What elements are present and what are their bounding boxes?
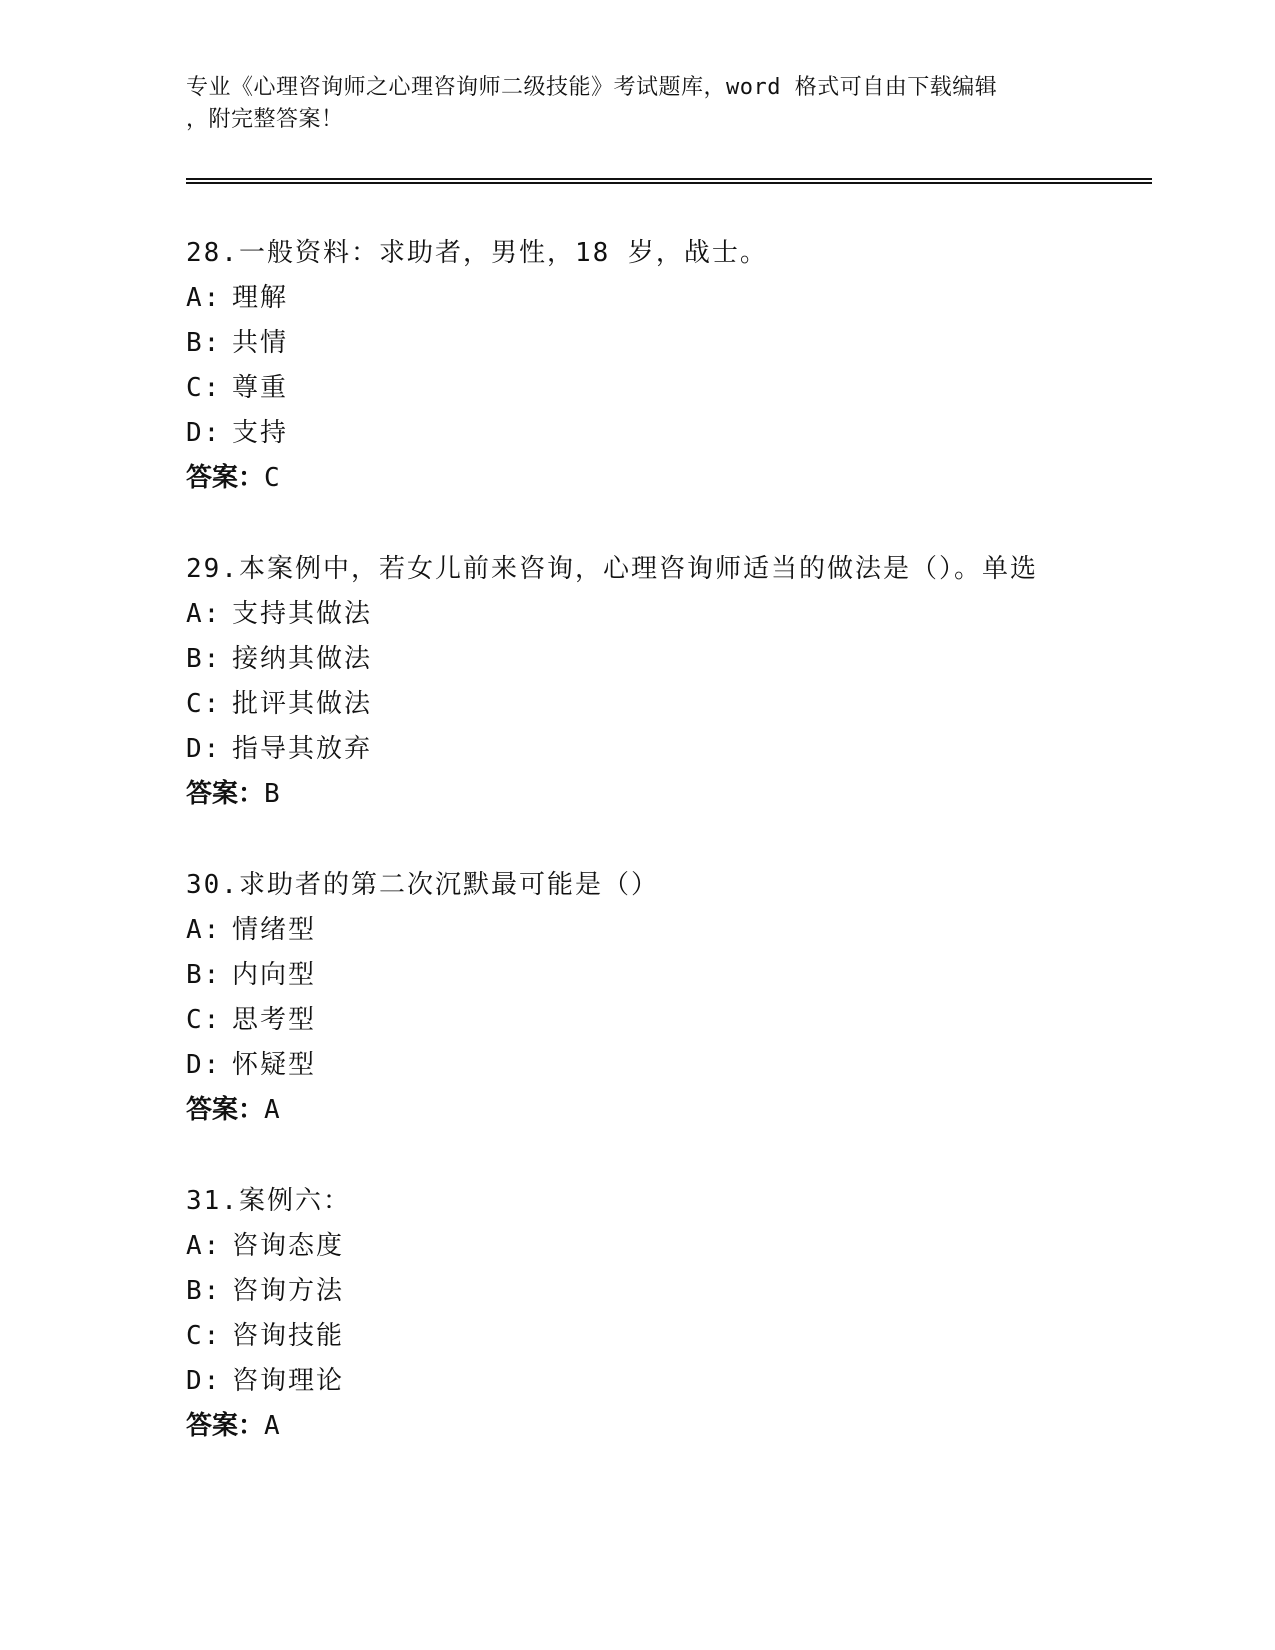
answer-label: 答案： <box>186 1095 265 1125</box>
option-text: 接纳其做法 <box>232 644 373 674</box>
option-letter: D: <box>186 1050 222 1080</box>
option-text: 怀疑型 <box>232 1050 317 1080</box>
option-text: 支持 <box>232 418 289 448</box>
option-letter: C: <box>186 1005 222 1035</box>
answer-value: A <box>264 1095 280 1125</box>
option-text: 思考型 <box>232 1005 317 1035</box>
option-text: 咨询方法 <box>232 1276 345 1306</box>
option-text: 尊重 <box>232 373 289 403</box>
question-30 <box>186 868 1152 1127</box>
option-text: 理解 <box>232 283 289 313</box>
option-letter: D: <box>186 734 222 764</box>
answer-label: 答案： <box>186 463 265 493</box>
option-text: 共情 <box>232 328 289 358</box>
option-c <box>186 1003 1152 1037</box>
option-letter: B: <box>186 328 222 358</box>
option-letter: D: <box>186 418 222 448</box>
option-text: 批评其做法 <box>232 689 373 719</box>
option-letter: B: <box>186 960 222 990</box>
option-a <box>186 1229 1152 1263</box>
answer-label: 答案： <box>186 1411 265 1441</box>
option-b <box>186 326 1152 360</box>
question-title: 30.求助者的第二次沉默最可能是（） <box>186 870 659 900</box>
answer-value: C <box>264 463 280 493</box>
option-d <box>186 1048 1152 1082</box>
option-text: 咨询理论 <box>232 1366 345 1396</box>
option-letter: B: <box>186 1276 222 1306</box>
option-a <box>186 281 1152 315</box>
answer-line <box>186 461 1152 495</box>
option-text: 情绪型 <box>232 915 317 945</box>
answer-value: B <box>264 779 280 809</box>
header-divider-bottom <box>186 182 1152 184</box>
header-divider-top <box>186 178 1152 180</box>
question-28 <box>186 236 1152 495</box>
question-title: 28.一般资料：求助者，男性，18 岁，战士。 <box>186 238 768 268</box>
option-c <box>186 371 1152 405</box>
option-d <box>186 732 1152 766</box>
option-c <box>186 687 1152 721</box>
option-b <box>186 1274 1152 1308</box>
option-letter: A: <box>186 283 222 313</box>
question-title: 29.本案例中，若女儿前来咨询，心理咨询师适当的做法是（）。单选 <box>186 554 1038 584</box>
option-text: 内向型 <box>232 960 317 990</box>
option-text: 支持其做法 <box>232 599 373 629</box>
option-d <box>186 1364 1152 1398</box>
option-letter: C: <box>186 373 222 403</box>
answer-line <box>186 1409 1152 1443</box>
option-a <box>186 913 1152 947</box>
option-b <box>186 958 1152 992</box>
answer-label: 答案： <box>186 779 265 809</box>
option-text: 指导其放弃 <box>232 734 373 764</box>
option-letter: A: <box>186 915 222 945</box>
option-c <box>186 1319 1152 1353</box>
option-letter: D: <box>186 1366 222 1396</box>
option-letter: C: <box>186 1321 222 1351</box>
question-29 <box>186 552 1152 811</box>
option-a <box>186 597 1152 631</box>
option-text: 咨询技能 <box>232 1321 345 1351</box>
answer-line <box>186 1093 1152 1127</box>
question-title: 31.案例六： <box>186 1186 351 1216</box>
option-text: 咨询态度 <box>232 1231 345 1261</box>
option-letter: C: <box>186 689 222 719</box>
option-letter: B: <box>186 644 222 674</box>
option-b <box>186 642 1152 676</box>
option-letter: A: <box>186 1231 222 1261</box>
option-letter: A: <box>186 599 222 629</box>
answer-value: A <box>264 1411 280 1441</box>
document-header: 专业《心理咨询师之心理咨询师二级技能》考试题库，word 格式可自由下载编辑 ，附完整答案！ <box>186 75 998 132</box>
question-31 <box>186 1184 1152 1443</box>
option-d <box>186 416 1152 450</box>
answer-line <box>186 777 1152 811</box>
